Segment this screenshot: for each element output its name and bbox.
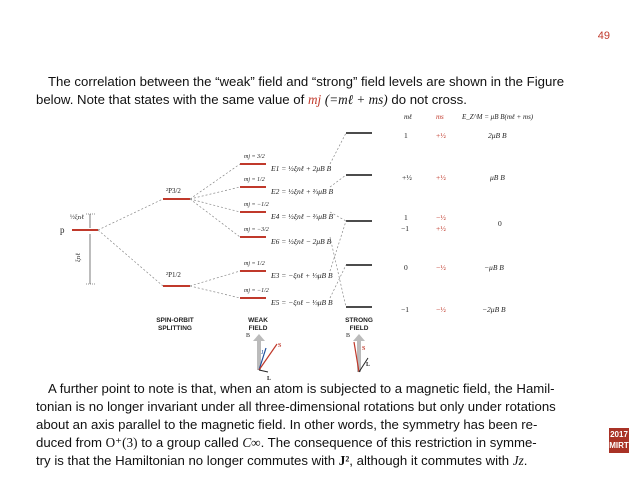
weak-vector-sketch bbox=[246, 333, 282, 382]
strong-ms-4: +½ bbox=[436, 224, 446, 233]
para2-line5b: , although it commutes with bbox=[349, 453, 510, 468]
p32-label: ²P3/2 bbox=[166, 187, 181, 195]
weak-energy-3: E4 = ½ξnℓ − ⅔μB B bbox=[271, 212, 334, 221]
weak-mj-2: mj = 1/2 bbox=[244, 177, 265, 183]
xi-label: ξnℓ bbox=[75, 252, 82, 262]
strong-vec-b: B bbox=[346, 333, 351, 339]
mj-equation: (=mℓ + ms) bbox=[324, 92, 388, 107]
badge-year: 2017 bbox=[610, 430, 628, 439]
weak-energy-2: E2 = ½ξnℓ + ⅔μB B bbox=[271, 187, 334, 196]
weak-energy-5: E3 = −ξnℓ + ⅓μB B bbox=[271, 271, 333, 280]
p-label: p bbox=[60, 225, 65, 235]
strong-energy-6: −2μB B bbox=[482, 305, 506, 314]
weak-mj-6: mj = −1/2 bbox=[244, 288, 269, 294]
strong-ms-6: −½ bbox=[436, 305, 446, 314]
strong-ml-3: 1 bbox=[404, 213, 408, 222]
weak-mj-3: mj = −1/2 bbox=[244, 202, 269, 208]
strong-energy-1: 2μB B bbox=[488, 131, 507, 140]
strong-ml-5: 0 bbox=[404, 263, 408, 272]
weak-mj-1: mj = 3/2 bbox=[244, 154, 265, 160]
mj-symbol: mj bbox=[307, 92, 322, 107]
strong-energy-5: −μB B bbox=[484, 263, 504, 272]
weak-energy-4: E6 = ½ξnℓ − 2μB B bbox=[271, 237, 332, 246]
strong-vector-sketch bbox=[346, 333, 370, 372]
c-infinity: C∞ bbox=[242, 435, 261, 450]
para2-line4b: to a group called bbox=[141, 435, 239, 450]
strong-vec-s: S bbox=[362, 346, 366, 352]
strong-ms-2: +½ bbox=[436, 173, 446, 182]
strong-vec-l: L bbox=[366, 362, 371, 368]
para2-line1: A further point to note is that, when an atom is subjected to a magnetic field, the Hamil- bbox=[48, 381, 555, 396]
strong-ml-6: −1 bbox=[401, 305, 409, 314]
weak-vec-l: L bbox=[267, 376, 272, 382]
j-squared: J² bbox=[338, 453, 350, 468]
spin-orbit-label-1: SPIN-ORBIT bbox=[156, 317, 194, 324]
weak-vec-j: J bbox=[261, 350, 264, 356]
para2-line4a: duced from bbox=[36, 435, 102, 450]
para2-line3: about an axis parallel to the magnetic field. In other words, the symmetry has been re- bbox=[36, 417, 538, 432]
strong-label-1: STRONG bbox=[345, 317, 373, 324]
weak-label-2: FIELD bbox=[248, 325, 268, 332]
para2-line2: tonian is no longer invariant under all three-dimensional rotations but only under rotations bbox=[36, 399, 556, 414]
intro-tail: do not cross. bbox=[391, 92, 467, 107]
half-xi-label: ½ξnℓ bbox=[70, 214, 85, 221]
para2-line5c: . bbox=[523, 453, 528, 468]
strong-ml-4: −1 bbox=[401, 224, 409, 233]
intro-text: The correlation between the “weak” field and “strong” field levels are shown in the Figure below. Note that states with the same value of bbox=[36, 74, 565, 107]
strong-ms-1: +½ bbox=[436, 131, 446, 140]
para2-line5a: try is that the Hamiltonian no longer commutes with bbox=[36, 453, 336, 468]
p12-label: ²P1/2 bbox=[166, 271, 181, 279]
weak-vec-s: S bbox=[278, 343, 282, 349]
badge-tag: MIRT bbox=[609, 441, 629, 450]
strong-ms-3: −½ bbox=[436, 213, 446, 222]
weak-vec-b: B bbox=[246, 333, 251, 339]
page-number: 49 bbox=[597, 30, 610, 42]
j-z: Jz bbox=[512, 453, 524, 468]
symmetry-paragraph bbox=[36, 380, 604, 470]
spin-orbit-label-2: SPLITTING bbox=[158, 325, 192, 332]
header-ml: mℓ bbox=[404, 113, 412, 121]
o3-group: O⁺(3) bbox=[105, 435, 138, 450]
weak-mj-4: mj = −3/2 bbox=[244, 227, 269, 233]
strong-ml-2: +½ bbox=[402, 173, 412, 182]
mirt-badge bbox=[609, 428, 629, 453]
strong-label-2: FIELD bbox=[349, 325, 369, 332]
strong-energy-2: μB B bbox=[490, 173, 505, 182]
strong-ms-5: −½ bbox=[436, 263, 446, 272]
weak-label-1: WEAK bbox=[248, 317, 268, 324]
strong-level-lines bbox=[346, 133, 372, 307]
strong-energy-3: 0 bbox=[498, 219, 502, 228]
header-ms: ms bbox=[436, 113, 444, 121]
strong-ml-1: 1 bbox=[404, 131, 408, 140]
para2-line4c: . The consequence of this restriction in symme- bbox=[260, 435, 537, 450]
weak-energy-6: E5 = −ξnℓ − ⅓μB B bbox=[271, 298, 333, 307]
header-energy: E_Z^M = μB B(mℓ + ms) bbox=[462, 113, 534, 121]
weak-mj-5: mj = 1/2 bbox=[244, 261, 265, 267]
weak-energy-1: E1 = ½ξnℓ + 2μB B bbox=[271, 164, 332, 173]
